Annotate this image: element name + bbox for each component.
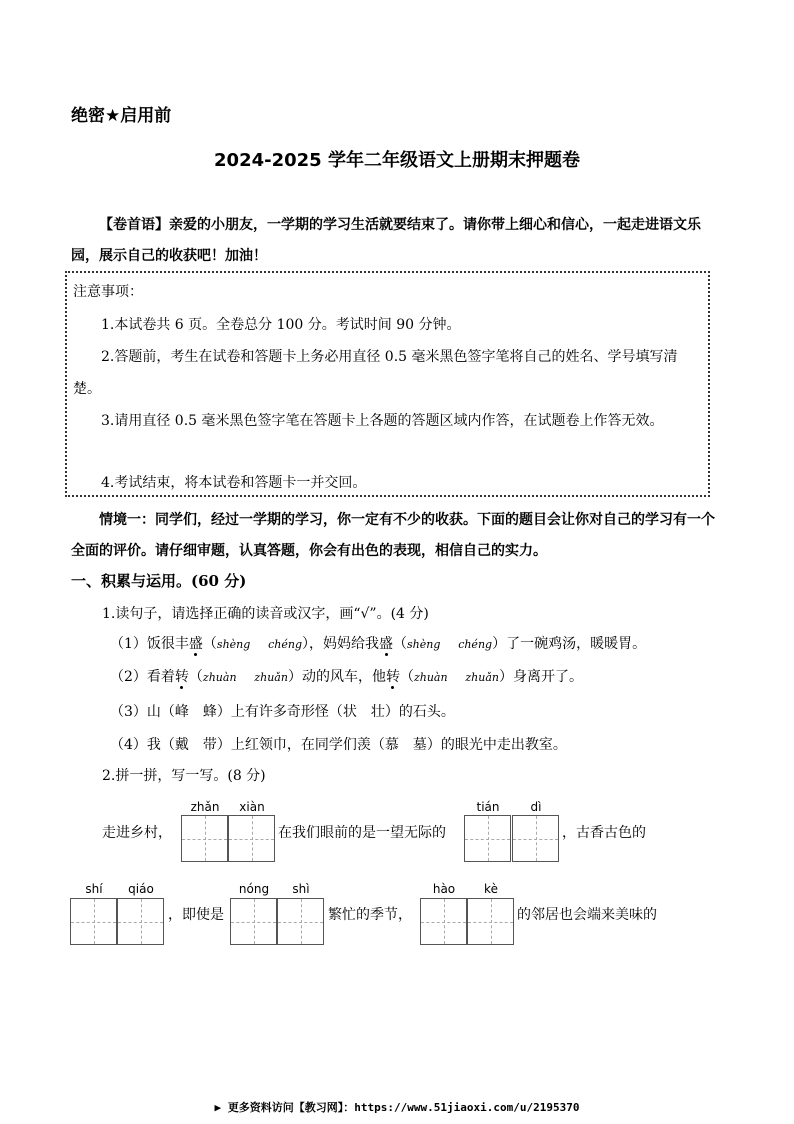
text: （ (202, 636, 217, 652)
fill-text: 的邻居也会端来美味的 (517, 907, 657, 923)
pinyin-option[interactable]: zhuàn (202, 671, 237, 684)
text: （ (399, 669, 414, 685)
notice-item: 2.答题前，考生在试卷和答题卡上务必用直径 0.5 毫米黑色签字笔将自己的姓名、学号填写清楚。 (73, 349, 678, 397)
text: （ (188, 669, 203, 685)
pinyin-label: hào (432, 882, 456, 896)
pinyin-label: shì (292, 882, 310, 896)
text: （2）看着 (110, 669, 175, 685)
notice-title: 注意事项： (73, 284, 143, 300)
pinyin-option[interactable]: zhuàn (413, 671, 448, 684)
text: （ (393, 636, 407, 652)
text: ），妈妈给我 (302, 636, 379, 652)
writing-box[interactable] (228, 815, 275, 862)
pinyin-option[interactable]: zhuǎn (465, 671, 499, 684)
pinyin-label: tián (476, 800, 500, 814)
question-1-sentence-2 (110, 666, 583, 686)
writing-box[interactable] (230, 898, 277, 945)
dotted-char: 盛 (188, 636, 203, 652)
pinyin-label: shí (85, 882, 103, 896)
confidential-label: 绝密★启用前 (71, 106, 172, 126)
question-1-sentence-1 (110, 633, 646, 653)
pinyin-option[interactable]: shèng (216, 638, 251, 651)
question-1-sentence-3: （3）山（峰 蜂）上有许多奇形怪（状 壮）的石头。 (110, 704, 455, 720)
pinyin-label: kè (484, 882, 498, 896)
question-2-stem: 2.拼一拼，写一写。(8 分) (102, 768, 266, 784)
text: ）身离开了。 (498, 669, 583, 685)
notice-item: 3.请用直径 0.5 毫米黑色签字笔在答题卡上各题的答题区域内作答，在试题卷上作答无效。 (101, 413, 664, 429)
writing-box[interactable] (277, 898, 324, 945)
dotted-char: 转 (174, 669, 189, 685)
scene-paragraph: 情境一：同学们，经过一学期的学习，你一定有不少的收获。下面的题目会让你对自己的学习有一个全面的评价。请仔细审题，认真答题，你会有出色的表现，相信自己的实力。 (71, 512, 715, 559)
pinyin-label: zhǎn (190, 800, 220, 814)
question-1-sentence-4: （4）我（戴 带）上红领巾，在同学们羡（慕 墓）的眼光中走出教室。 (110, 737, 567, 753)
writing-box[interactable] (420, 898, 467, 945)
writing-box[interactable] (467, 898, 514, 945)
text: ）动的风车，他 (287, 669, 386, 685)
page-title: 2024-2025 学年二年级语文上册期末押题卷 (214, 150, 580, 171)
pinyin-label: nóng (238, 882, 270, 896)
notice-item: 1.本试卷共 6 页。全卷总分 100 分。考试时间 90 分钟。 (101, 317, 461, 333)
fill-text: 在我们眼前的是一望无际的 (278, 825, 446, 841)
writing-box[interactable] (181, 815, 228, 862)
notice-item: 4.考试结束，将本试卷和答题卡一并交回。 (101, 475, 367, 491)
dotted-char: 盛 (379, 636, 393, 652)
fill-text: ，即使是 (168, 907, 224, 923)
pinyin-option[interactable]: chéng (458, 638, 493, 651)
pinyin-label: qiáo (128, 882, 154, 896)
pinyin-option[interactable]: zhuǎn (254, 671, 288, 684)
pinyin-option[interactable]: shèng (407, 638, 441, 651)
footer-link[interactable]: ▶ 更多资料访问【教习网】：https://www.51jiaoxi.com/u/2195370 (214, 1101, 580, 1114)
writing-box[interactable] (512, 815, 559, 862)
writing-box[interactable] (464, 815, 511, 862)
pinyin-label: dì (530, 800, 542, 814)
dotted-char: 转 (385, 669, 400, 685)
fill-text: ，古香古色的 (562, 825, 646, 841)
pinyin-option[interactable]: chéng (268, 638, 302, 651)
text: ）了一碗鸡汤，暖暖胃。 (492, 636, 647, 652)
notice-box (65, 271, 710, 497)
section-heading: 一、积累与运用。(60 分) (71, 572, 247, 590)
writing-box[interactable] (70, 898, 117, 945)
fill-text: 繁忙的季节， (328, 907, 412, 923)
intro-paragraph: 【卷首语】亲爱的小朋友，一学期的学习生活就要结束了。请你带上细心和信心，一起走进语文乐园，展示自己的收获吧！加油！ (71, 217, 701, 264)
writing-box[interactable] (117, 898, 164, 945)
fill-text: 走进乡村， (102, 825, 172, 841)
text: （1）饭很丰 (110, 636, 189, 652)
question-1-stem: 1.读句子，请选择正确的读音或汉字，画“√”。(4 分) (102, 606, 429, 622)
pinyin-label: xiàn (239, 800, 265, 814)
